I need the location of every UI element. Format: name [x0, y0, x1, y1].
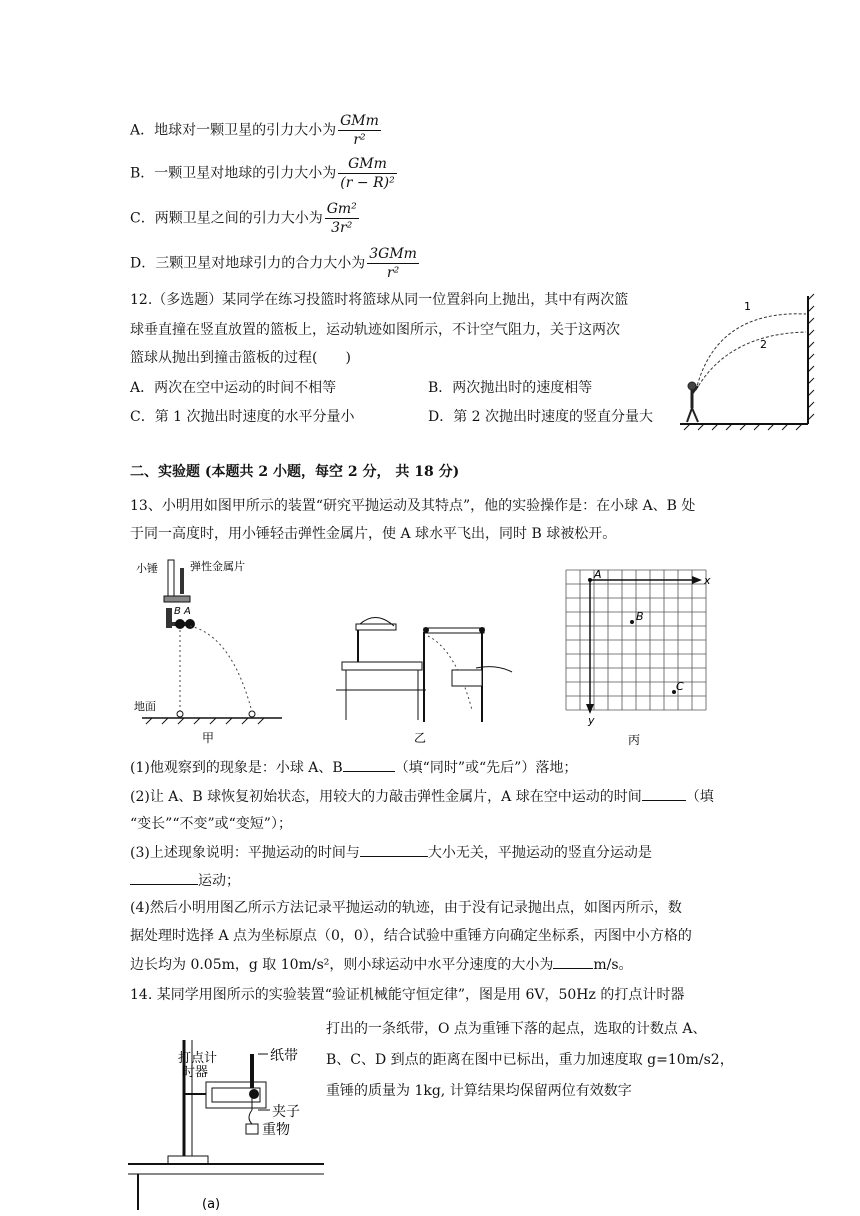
q12-option-d: D．第 2 次抛出时速度的竖直分量大	[428, 409, 654, 425]
denominator: (r − R)²	[340, 175, 395, 191]
tape-label: 纸带	[270, 1048, 298, 1064]
numerator: GMm	[340, 113, 379, 129]
point-a	[588, 578, 592, 582]
answer-blank[interactable]	[642, 786, 686, 801]
ball-label: B A	[174, 606, 191, 617]
axis-x-label: x	[704, 574, 711, 587]
part1-text-end: （填“同时”或“先后”）落地；	[394, 760, 578, 776]
clip-label: 夹子	[272, 1104, 300, 1120]
q13-part3-cont	[130, 870, 240, 891]
option-text: A．地球对一颗卫星的引力大小为	[130, 122, 337, 139]
q13-line2: 于同一高度时，用小锤轻击弹性金属片，使 A 球水平飞出，同时 B 球被松开。	[130, 526, 617, 542]
answer-blank[interactable]	[130, 870, 198, 885]
axis-y-label: y	[588, 714, 595, 727]
q14-line2: 打出的一条纸带，O 点为重锤下落的起点，选取的计数点 A、	[326, 1021, 707, 1037]
q12-option-c: C．第 1 次抛出时速度的水平分量小	[130, 409, 355, 425]
figure-caption-a: (a)	[202, 1197, 221, 1212]
q13-part4-line3	[130, 954, 633, 975]
fraction	[338, 112, 381, 149]
q13-line1: 13、小明用如图甲所示的装置“研究平抛运动及其特点”，他的实验操作是：在小球 A、B 处	[130, 498, 696, 514]
part2-text: (2)让 A、B 球恢复初始状态，用较大的力敲击弹性金属片，A 球在空中运动的时间	[130, 789, 642, 805]
part4-text: 边长均为 0.05m，g 取 10m/s²，则小球运动中水平分速度的大小为	[130, 957, 554, 973]
q14-line4: 重锤的质量为 1kg, 计算结果均保留两位有效数字	[326, 1083, 632, 1099]
numerator: Gm²	[326, 201, 357, 217]
caption-jia: 甲	[202, 731, 215, 745]
q13-part4-line2: 据处理时选择 A 点为坐标原点（0，0），结合试验中重锤方向确定坐标系，丙图中小方格的	[130, 928, 692, 944]
answer-blank[interactable]	[553, 954, 593, 969]
ground-label: 地面	[134, 700, 156, 713]
grid	[566, 570, 706, 710]
fraction	[325, 200, 359, 237]
denominator: 3r²	[331, 220, 353, 236]
basketball-figure	[676, 290, 826, 432]
q13-part4-line1: (4)然后小明用图乙所示方法记录平抛运动的轨迹，由于没有记录抛出点，如图丙所示，数	[130, 900, 682, 916]
part3-text-end: 运动；	[198, 873, 240, 889]
plate-label: 弹性金属片	[190, 560, 245, 573]
option-text: C．两颗卫星之间的引力大小为	[130, 210, 323, 227]
caption-bing: 丙	[628, 733, 641, 747]
numerator: GMm	[338, 155, 396, 174]
option-text: D．三颗卫星对地球引力的合力大小为	[130, 255, 366, 272]
part3-text: (3)上述现象说明：平抛运动的时间与	[130, 845, 360, 861]
apparatus-figure	[128, 1034, 324, 1214]
answer-blank[interactable]	[360, 842, 428, 857]
option-11a	[130, 112, 381, 149]
hammer-label: 小锤	[136, 562, 158, 575]
q12-line3: 篮球从抛出到撞击篮板的过程( )	[130, 350, 351, 366]
figure-yi	[336, 610, 526, 746]
denominator: r²	[386, 265, 400, 281]
part4-text-end: m/s。	[593, 957, 633, 973]
part3-text-mid: 大小无关，平抛运动的竖直分运动是	[427, 845, 652, 861]
trajectory-label-1: 1	[744, 300, 751, 313]
option-text: B．一颗卫星对地球的引力大小为	[130, 165, 337, 182]
option-11b	[130, 155, 397, 192]
q12-line1: 12.（多选题）某同学在练习投篮时将篮球从同一位置斜向上抛出，其中有两次篮	[130, 292, 629, 308]
figure-jia	[132, 556, 282, 746]
q13-part3	[130, 842, 652, 863]
label-b: B	[636, 610, 644, 623]
figure-bing	[560, 564, 720, 748]
q12-option-a: A．两次在空中运动的时间不相等	[130, 380, 337, 396]
q13-part1	[130, 757, 577, 778]
trajectory-label-2: 2	[760, 338, 767, 351]
timer-label-2: 时器	[182, 1065, 209, 1080]
option-11d	[130, 245, 419, 282]
q12-option-b: B．两次抛出时的速度相等	[428, 380, 593, 396]
weight-label: 重物	[262, 1122, 290, 1138]
option-11c	[130, 200, 359, 237]
part2-text-end: （填	[685, 789, 714, 805]
timer-label: 打点计	[178, 1051, 218, 1066]
fraction	[338, 155, 396, 192]
q13-part2-cont: “变长”“不变”或“变短”）；	[130, 816, 292, 832]
label-c: C	[676, 680, 684, 693]
q14-line1: 14. 某同学用图所示的实验装置“验证机械能守恒定律”，图是用 6V，50Hz 的打点计时器	[130, 987, 685, 1003]
q12-line2: 球垂直撞在竖直放置的篮板上，运动轨迹如图所示，不计空气阻力，关于这两次	[130, 322, 620, 338]
point-b	[630, 620, 634, 624]
part1-text: (1)他观察到的现象是：小球 A、B	[130, 760, 343, 776]
numerator: 3GMm	[369, 246, 417, 262]
denominator: r²	[353, 132, 366, 148]
q14-line3: B、C、D 到点的距离在图中已标出，重力加速度取 g=10m/s2，	[326, 1052, 734, 1068]
caption-yi: 乙	[414, 731, 427, 745]
section-heading: 二、实验题 (本题共 2 小题，每空 2 分， 共 18 分)	[130, 464, 460, 480]
label-a: A	[594, 568, 602, 581]
player-figure	[687, 382, 698, 422]
q13-part2	[130, 786, 714, 807]
fraction	[367, 245, 419, 282]
answer-blank[interactable]	[343, 757, 395, 772]
